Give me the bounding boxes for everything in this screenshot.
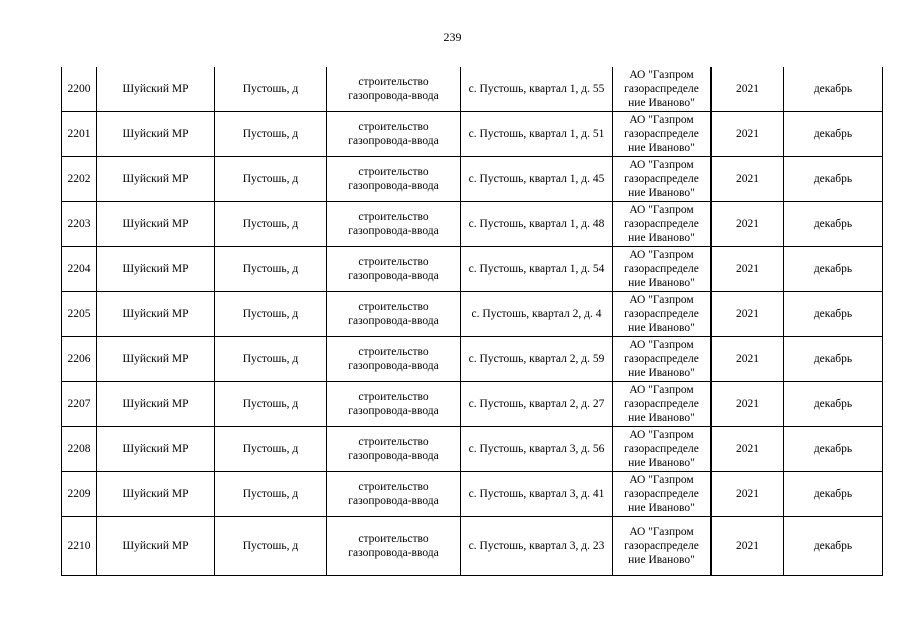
district-cell: Шуйский МР — [97, 382, 215, 427]
work-type-cell: строительство газопровода-ввода — [327, 157, 461, 202]
month-cell: декабрь — [784, 472, 883, 517]
organization-cell: АО "Газпром газораспределе ние Иваново" — [613, 337, 712, 382]
organization-cell: АО "Газпром газораспределе ние Иваново" — [613, 202, 712, 247]
settlement-cell: Пустошь, д — [215, 67, 327, 112]
month-cell: декабрь — [784, 67, 883, 112]
row-number-cell: 2209 — [62, 472, 97, 517]
table-row — [62, 472, 883, 517]
month-cell: декабрь — [784, 382, 883, 427]
district-cell: Шуйский МР — [97, 112, 215, 157]
row-number-cell: 2202 — [62, 157, 97, 202]
table-row — [62, 157, 883, 202]
district-cell: Шуйский МР — [97, 67, 215, 112]
month-cell: декабрь — [784, 157, 883, 202]
year-cell: 2021 — [711, 337, 784, 382]
month-cell: декабрь — [784, 202, 883, 247]
organization-cell: АО "Газпром газораспределе ние Иваново" — [613, 382, 712, 427]
settlement-cell: Пустошь, д — [215, 202, 327, 247]
month-cell: декабрь — [784, 112, 883, 157]
page-number: 239 — [443, 30, 462, 44]
row-number-cell: 2210 — [62, 517, 97, 576]
work-type-cell: строительство газопровода-ввода — [327, 67, 461, 112]
address-cell: с. Пустошь, квартал 1, д. 51 — [461, 112, 613, 157]
organization-cell: АО "Газпром газораспределе ние Иваново" — [613, 427, 712, 472]
table-row — [62, 337, 883, 382]
settlement-cell: Пустошь, д — [215, 157, 327, 202]
work-type-cell: строительство газопровода-ввода — [327, 292, 461, 337]
table-row — [62, 247, 883, 292]
year-cell: 2021 — [711, 472, 784, 517]
row-number-cell: 2204 — [62, 247, 97, 292]
address-cell: с. Пустошь, квартал 3, д. 56 — [461, 427, 613, 472]
address-cell: с. Пустошь, квартал 2, д. 27 — [461, 382, 613, 427]
work-type-cell: строительство газопровода-ввода — [327, 202, 461, 247]
year-cell: 2021 — [711, 67, 784, 112]
district-cell: Шуйский МР — [97, 157, 215, 202]
row-number-cell: 2206 — [62, 337, 97, 382]
address-cell: с. Пустошь, квартал 3, д. 41 — [461, 472, 613, 517]
year-cell: 2021 — [711, 157, 784, 202]
year-cell: 2021 — [711, 112, 784, 157]
year-cell: 2021 — [711, 517, 784, 576]
work-type-cell: строительство газопровода-ввода — [327, 427, 461, 472]
table-body — [62, 67, 883, 576]
address-cell: с. Пустошь, квартал 1, д. 54 — [461, 247, 613, 292]
settlement-cell: Пустошь, д — [215, 112, 327, 157]
address-cell: с. Пустошь, квартал 2, д. 59 — [461, 337, 613, 382]
table-row — [62, 202, 883, 247]
table-row — [62, 382, 883, 427]
district-cell: Шуйский МР — [97, 427, 215, 472]
organization-cell: АО "Газпром газораспределе ние Иваново" — [613, 517, 712, 576]
month-cell: декабрь — [784, 427, 883, 472]
settlement-cell: Пустошь, д — [215, 427, 327, 472]
district-cell: Шуйский МР — [97, 292, 215, 337]
work-type-cell: строительство газопровода-ввода — [327, 247, 461, 292]
district-cell: Шуйский МР — [97, 337, 215, 382]
month-cell: декабрь — [784, 337, 883, 382]
address-cell: с. Пустошь, квартал 2, д. 4 — [461, 292, 613, 337]
work-type-cell: строительство газопровода-ввода — [327, 472, 461, 517]
organization-cell: АО "Газпром газораспределе ние Иваново" — [613, 157, 712, 202]
table-row — [62, 427, 883, 472]
work-type-cell: строительство газопровода-ввода — [327, 337, 461, 382]
table-row — [62, 517, 883, 576]
organization-cell: АО "Газпром газораспределе ние Иваново" — [613, 472, 712, 517]
district-cell: Шуйский МР — [97, 472, 215, 517]
work-type-cell: строительство газопровода-ввода — [327, 382, 461, 427]
settlement-cell: Пустошь, д — [215, 472, 327, 517]
address-cell: с. Пустошь, квартал 1, д. 55 — [461, 67, 613, 112]
table-row — [62, 67, 883, 112]
district-cell: Шуйский МР — [97, 247, 215, 292]
row-number-cell: 2205 — [62, 292, 97, 337]
row-number-cell: 2201 — [62, 112, 97, 157]
month-cell: декабрь — [784, 517, 883, 576]
settlement-cell: Пустошь, д — [215, 517, 327, 576]
organization-cell: АО "Газпром газораспределе ние Иваново" — [613, 247, 712, 292]
year-cell: 2021 — [711, 427, 784, 472]
year-cell: 2021 — [711, 247, 784, 292]
settlement-cell: Пустошь, д — [215, 382, 327, 427]
row-number-cell: 2200 — [62, 67, 97, 112]
row-number-cell: 2207 — [62, 382, 97, 427]
year-cell: 2021 — [711, 292, 784, 337]
row-number-cell: 2208 — [62, 427, 97, 472]
district-cell: Шуйский МР — [97, 202, 215, 247]
settlement-cell: Пустошь, д — [215, 337, 327, 382]
row-number-cell: 2203 — [62, 202, 97, 247]
organization-cell: АО "Газпром газораспределе ние Иваново" — [613, 292, 712, 337]
address-cell: с. Пустошь, квартал 1, д. 48 — [461, 202, 613, 247]
organization-cell: АО "Газпром газораспределе ние Иваново" — [613, 67, 712, 112]
month-cell: декабрь — [784, 247, 883, 292]
table-row — [62, 292, 883, 337]
work-type-cell: строительство газопровода-ввода — [327, 517, 461, 576]
district-cell: Шуйский МР — [97, 517, 215, 576]
table-row — [62, 112, 883, 157]
year-cell: 2021 — [711, 202, 784, 247]
month-cell: декабрь — [784, 292, 883, 337]
address-cell: с. Пустошь, квартал 1, д. 45 — [461, 157, 613, 202]
settlement-cell: Пустошь, д — [215, 247, 327, 292]
organization-cell: АО "Газпром газораспределе ние Иваново" — [613, 112, 712, 157]
address-cell: с. Пустошь, квартал 3, д. 23 — [461, 517, 613, 576]
gas-connection-table — [61, 67, 883, 576]
year-cell: 2021 — [711, 382, 784, 427]
work-type-cell: строительство газопровода-ввода — [327, 112, 461, 157]
settlement-cell: Пустошь, д — [215, 292, 327, 337]
